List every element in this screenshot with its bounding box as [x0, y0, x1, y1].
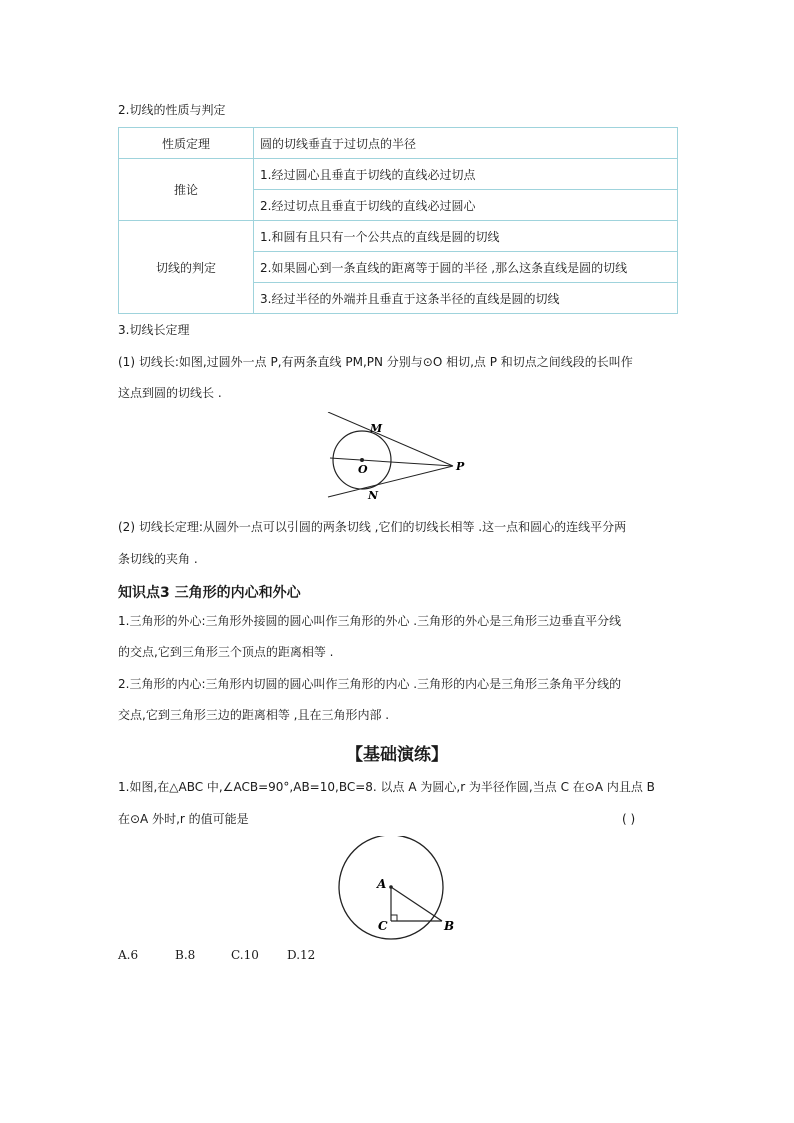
answer-bracket: ( )	[622, 812, 636, 826]
label-b: B	[444, 919, 455, 933]
center-point	[360, 458, 364, 462]
table-row	[119, 221, 678, 252]
label-p: P	[456, 460, 465, 473]
label-o: O	[358, 463, 368, 476]
section-2-title: 2.切线的性质与判定	[118, 103, 226, 117]
paragraph-1-line-2: 这点到圆的切线长 .	[118, 386, 222, 400]
tangent-pn	[328, 466, 453, 497]
kp3-paragraph-2-line-2: 交点,它到三角形三边的距离相等 ,且在三角形内部 .	[118, 708, 390, 722]
option-a: A.6	[118, 948, 139, 962]
table-cell: 1.经过圆心且垂直于切线的直线必过切点	[254, 159, 678, 190]
table-cell: 2.经过切点且垂直于切线的直线必过圆心	[254, 190, 678, 221]
table-cell: 2.如果圆心到一条直线的距离等于圆的半径 ,那么这条直线是圆的切线	[254, 252, 678, 283]
label-m: M	[370, 422, 383, 435]
right-angle-mark	[391, 915, 397, 921]
paragraph-1-line-1: (1) 切线长:如图,过圆外一点 P,有两条直线 PM,PN 分别与⊙O 相切,点 P 和切点之间线段的长叫作	[118, 355, 633, 369]
practice-section-title: 【基础演练】	[346, 745, 448, 765]
table-cell: 1.和圆有且只有一个公共点的直线是圆的切线	[254, 221, 678, 252]
option-d: D.12	[287, 948, 316, 962]
kp3-paragraph-1-line-2: 的交点,它到三角形三个顶点的距离相等 .	[118, 645, 334, 659]
question-1-line-1: 1.如图,在△ABC 中,∠ACB=90°,AB=10,BC=8. 以点 A 为圆心,r 为半径作圆,当点 C 在⊙A 内且点 B	[118, 780, 655, 794]
option-c: C.10	[231, 948, 259, 962]
option-b: B.8	[175, 948, 196, 962]
tangent-length-figure	[318, 412, 478, 504]
label-c: C	[378, 919, 388, 933]
row-header: 切线的判定	[119, 221, 254, 314]
table-cell: 圆的切线垂直于过切点的半径	[254, 128, 678, 159]
label-a: A	[377, 877, 387, 891]
section-3-title: 3.切线长定理	[118, 323, 190, 337]
knowledge-point-3-title: 知识点3 三角形的内心和外心	[118, 585, 301, 601]
triangle-circle-figure	[330, 836, 460, 948]
question-1-line-2: 在⊙A 外时,r 的值可能是	[118, 812, 249, 826]
row-header: 性质定理	[119, 128, 254, 159]
label-n: N	[368, 489, 379, 502]
paragraph-2-line-1: (2) 切线长定理:从圆外一点可以引圆的两条切线 ,它们的切线长相等 .这一点和圆心的连线平分两	[118, 520, 627, 534]
table-cell: 3.经过半径的外端并且垂直于这条半径的直线是圆的切线	[254, 283, 678, 314]
table-row	[119, 128, 678, 159]
tangent-properties-table	[118, 127, 678, 314]
side-ab	[391, 887, 442, 921]
paragraph-2-line-2: 条切线的夹角 .	[118, 552, 198, 566]
row-header: 推论	[119, 159, 254, 221]
kp3-paragraph-1-line-1: 1.三角形的外心:三角形外接圆的圆心叫作三角形的外心 .三角形的外心是三角形三边垂直平分线	[118, 614, 622, 628]
point-a	[389, 885, 393, 889]
table-row	[119, 159, 678, 190]
kp3-paragraph-2-line-1: 2.三角形的内心:三角形内切圆的圆心叫作三角形的内心 .三角形的内心是三角形三条角平分线的	[118, 677, 622, 691]
